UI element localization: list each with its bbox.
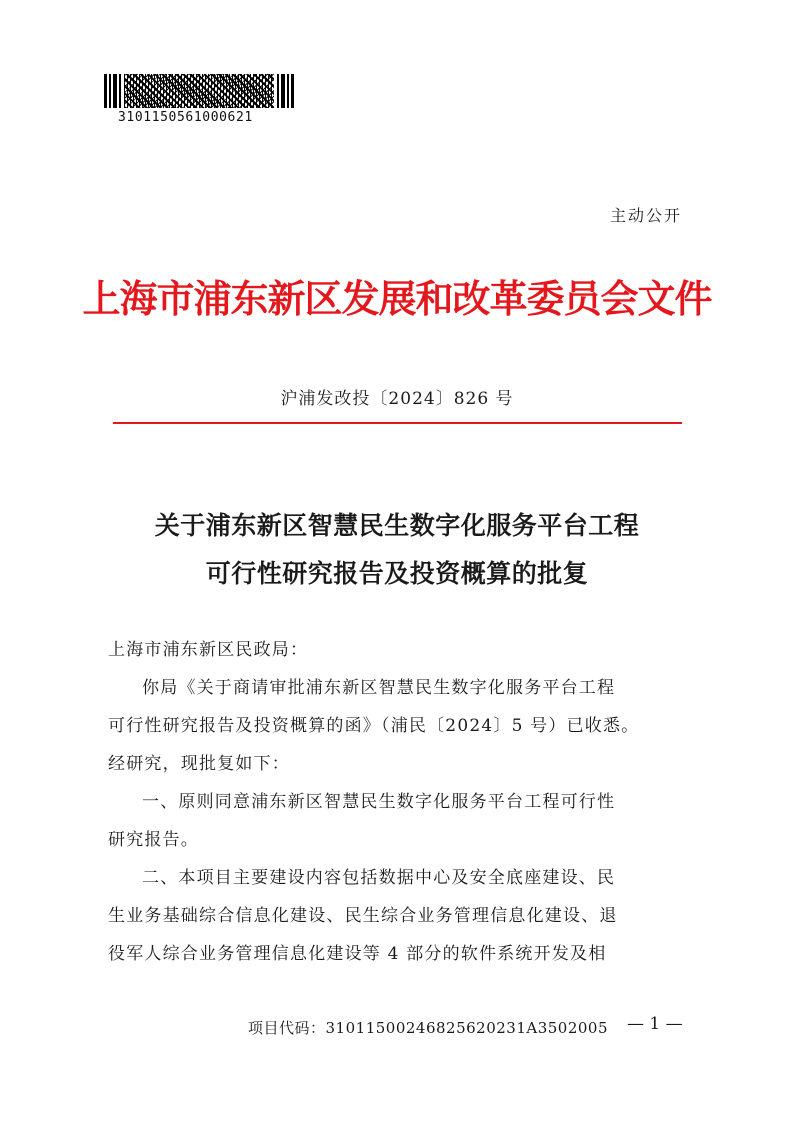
document-number: 沪浦发改投〔2024〕826 号: [280, 389, 514, 409]
body-line: 经研究，现批复如下：: [108, 754, 290, 774]
issuer-header: 上海市浦东新区发展和改革委员会文件: [82, 276, 712, 321]
barcode: [104, 74, 296, 108]
body-line: 二、本项目主要建设内容包括数据中心及安全底座建设、民: [142, 868, 616, 888]
document-body: [108, 636, 688, 978]
title-line-2: 可行性研究报告及投资概算的批复: [205, 559, 589, 588]
body-line: 研究报告。: [108, 830, 199, 850]
red-divider: [113, 422, 682, 424]
document-title: [0, 502, 794, 598]
body-line: 可行性研究报告及投资概算的函》（浦民〔2024〕5 号）已收悉。: [108, 716, 640, 736]
body-line: 役军人综合业务管理信息化建设等 4 部分的软件系统开发及相: [108, 944, 607, 964]
body-line: 你局《关于商请审批浦东新区智慧民生数字化服务平台工程: [142, 678, 616, 698]
project-code: [248, 1017, 608, 1038]
project-code-value: 31011500246825620231A3502005: [325, 1019, 609, 1037]
salutation: 上海市浦东新区民政局：: [108, 640, 309, 660]
project-code-label: 项目代码：: [248, 1019, 326, 1037]
disclosure-label: 主动公开: [610, 206, 683, 225]
barcode-pattern: [124, 74, 274, 108]
body-line: 生业务基础综合信息化建设、民生综合业务管理信息化建设、退: [108, 906, 618, 926]
barcode-number: 3101150561000621: [118, 110, 253, 125]
title-line-1: 关于浦东新区智慧民生数字化服务平台工程: [154, 511, 640, 540]
page-number: — 1 —: [627, 1014, 683, 1034]
body-line: 一、原则同意浦东新区智慧民生数字化服务平台工程可行性: [142, 792, 616, 812]
